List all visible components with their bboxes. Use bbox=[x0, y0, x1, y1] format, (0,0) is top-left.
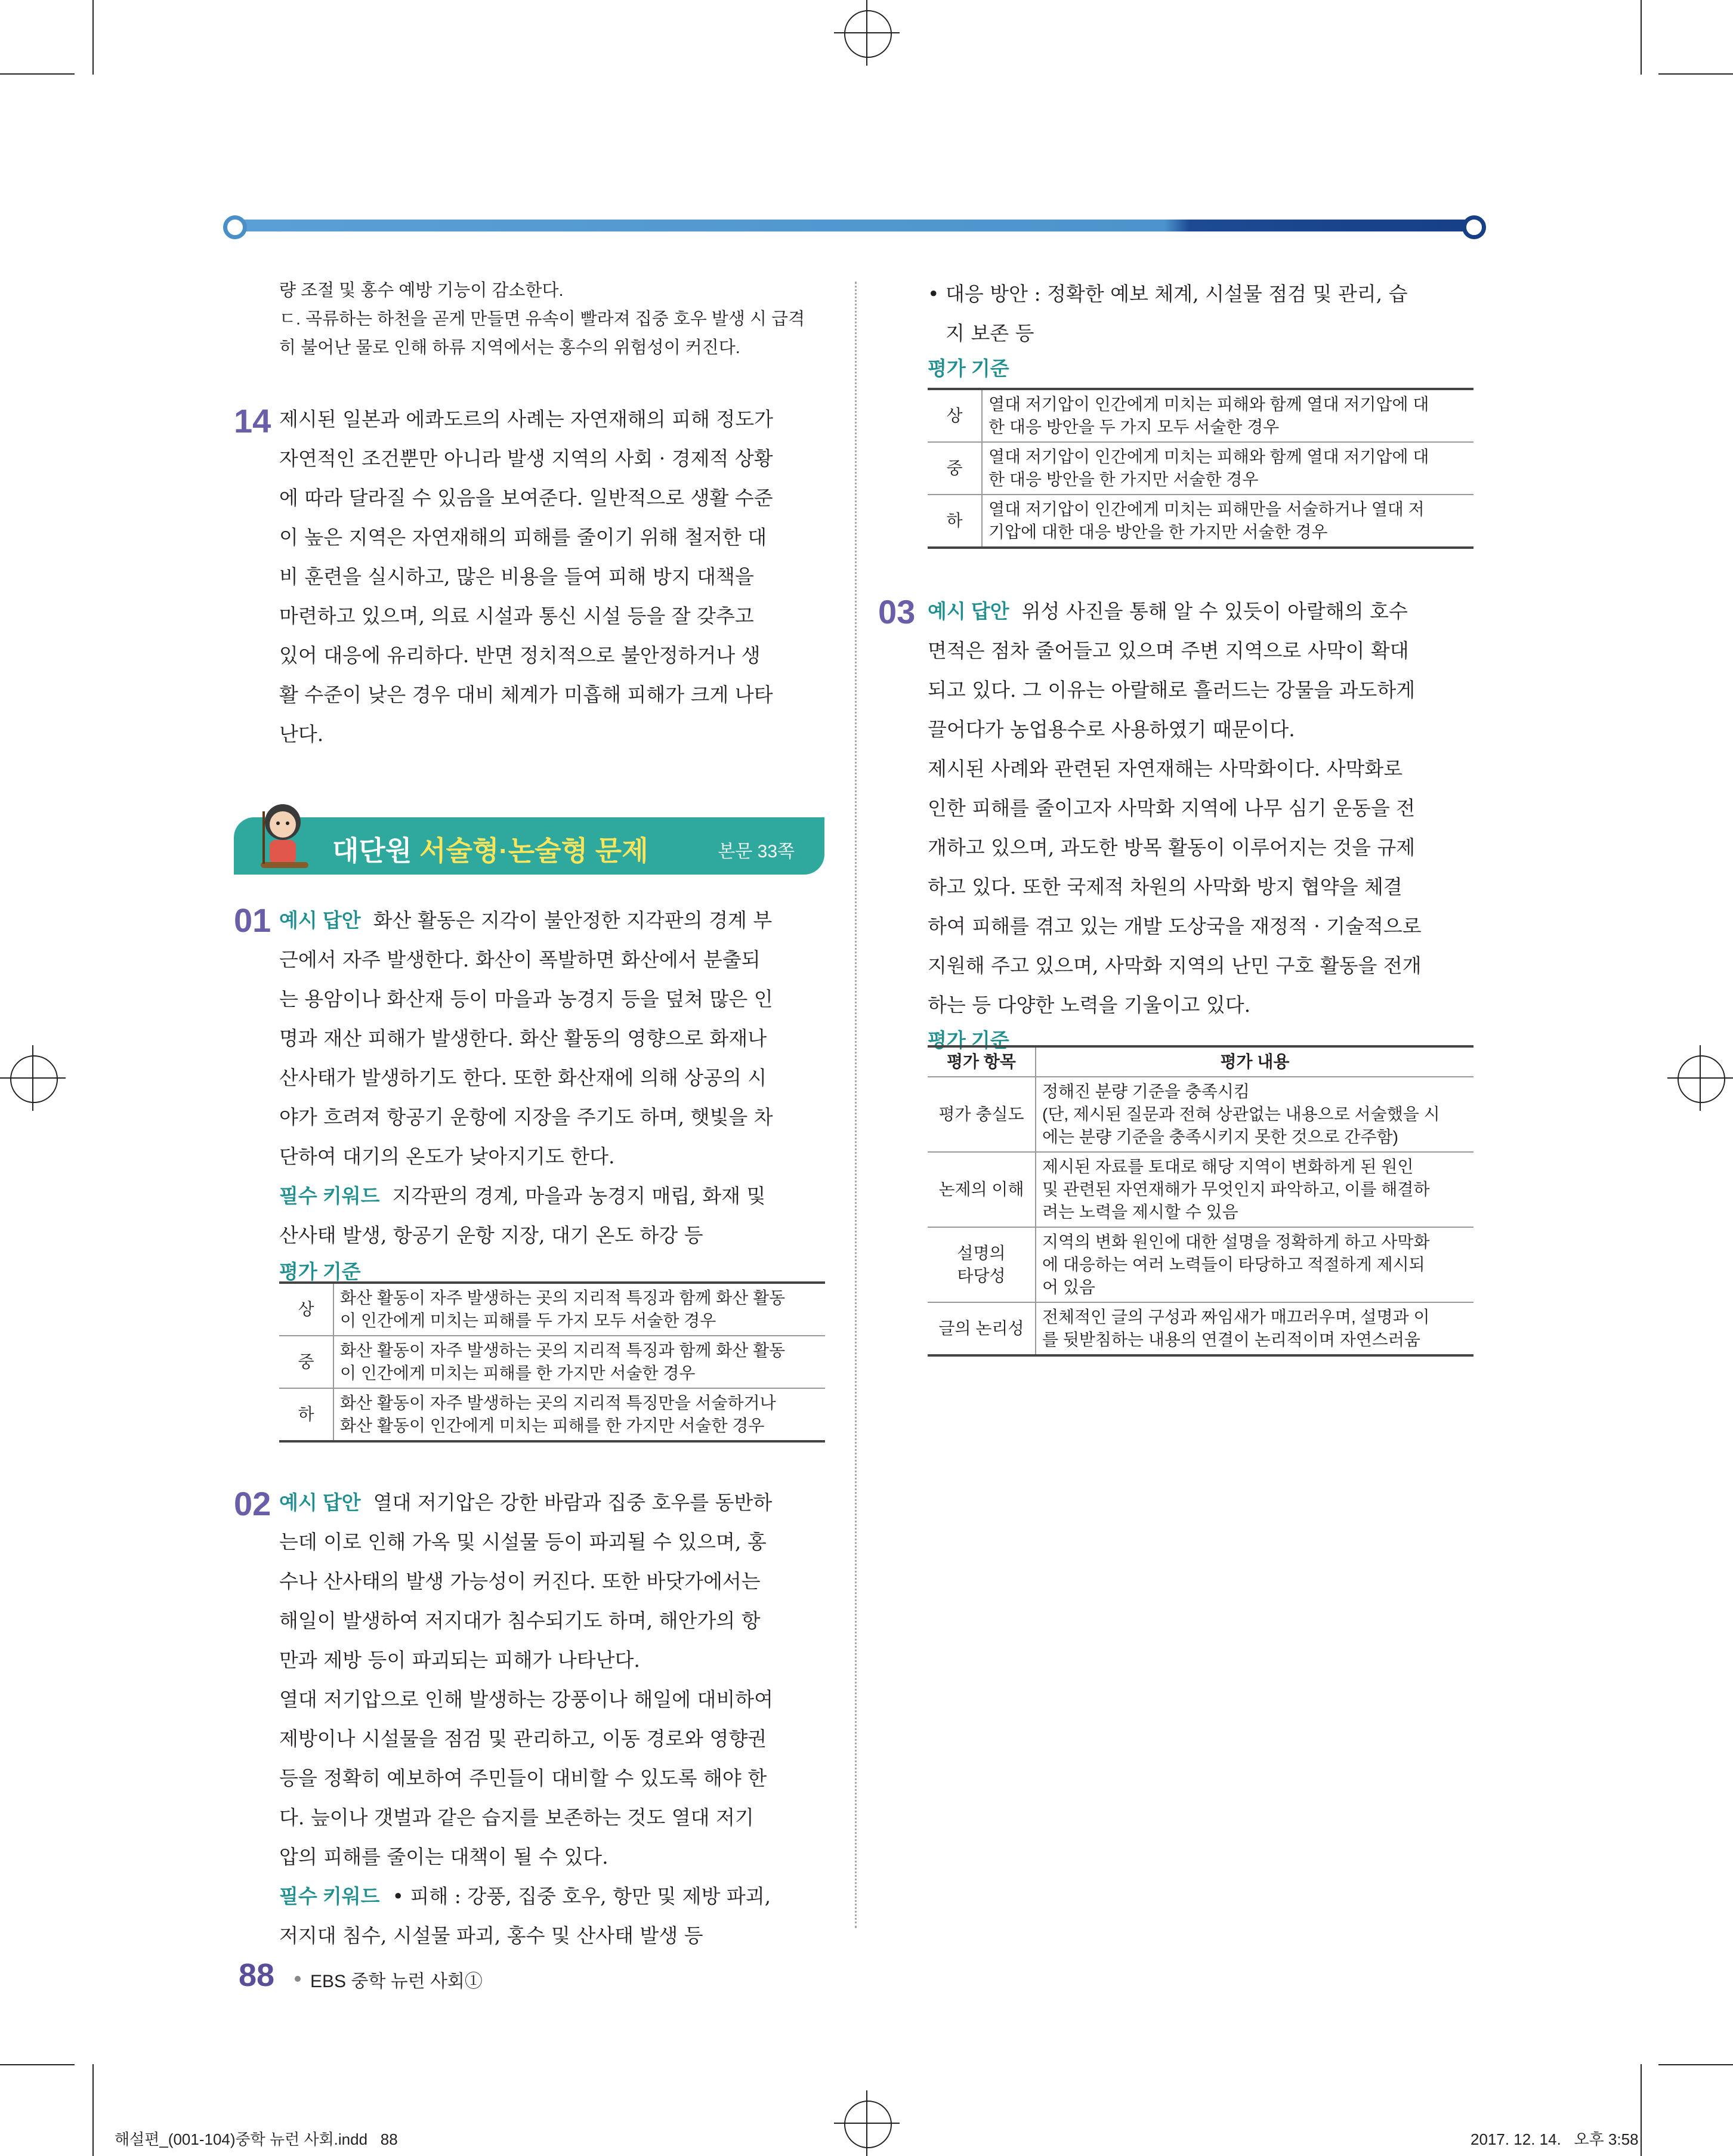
grade-cell: 하 bbox=[279, 1388, 333, 1441]
text-line: 설명의 bbox=[957, 1244, 1006, 1262]
table-row bbox=[928, 1302, 1473, 1355]
criteria-label: 평가 기준 bbox=[279, 1261, 361, 1283]
question-number-14: 14 bbox=[234, 402, 271, 440]
file-info: 해설편_(001-104)중학 뉴런 사회.indd 88 bbox=[115, 2130, 398, 2148]
text-line: 논제의 이해 bbox=[938, 1180, 1024, 1199]
criteria-table-02 bbox=[928, 388, 1473, 549]
keyword-label: 필수 키워드 bbox=[279, 1885, 380, 1907]
text-line: 개하고 있으며, 과도한 방목 활동이 이루어지는 것을 규제 bbox=[928, 836, 1416, 859]
banner-title bbox=[332, 829, 648, 869]
text-line: 에 대응하는 여러 노력들이 타당하고 적절하게 제시되 bbox=[1042, 1255, 1425, 1274]
crop-mark bbox=[92, 2064, 94, 2156]
text-line: 면적은 점차 줄어들고 있으며 주변 지역으로 사막이 확대 bbox=[928, 639, 1409, 662]
registration-mark-top bbox=[834, 0, 900, 66]
text-line: 화산 활동이 자주 발생하는 곳의 지리적 특징만을 서술하거나 bbox=[340, 1394, 776, 1412]
content-cell bbox=[1036, 1302, 1473, 1355]
grade-cell: 중 bbox=[928, 442, 982, 495]
crop-mark bbox=[0, 2064, 75, 2065]
criteria-cell bbox=[982, 495, 1473, 548]
text-line: 량 조절 및 홍수 예방 기능이 감소한다. bbox=[279, 281, 564, 300]
registration-mark-right bbox=[1667, 1045, 1733, 1111]
question-number-03: 03 bbox=[878, 593, 916, 631]
content-cell bbox=[1036, 1152, 1473, 1227]
banner-page-ref: 본문 33쪽 bbox=[718, 842, 795, 861]
criteria-table-03 bbox=[928, 1045, 1473, 1357]
item-cell bbox=[928, 1077, 1036, 1152]
text-line: ㄷ. 곡류하는 하천을 곧게 만들면 유속이 빨라져 집중 호우 발생 시 급격 bbox=[279, 310, 805, 329]
criteria-cell bbox=[982, 389, 1473, 442]
text-line: 려는 노력을 제시할 수 있음 bbox=[1042, 1203, 1238, 1221]
text-span: 열대 저기압은 강한 바람과 집중 호우를 동반하 bbox=[373, 1491, 773, 1514]
banner-title-a: 대단원 bbox=[332, 835, 420, 866]
text-line: 하고 있다. 또한 국제적 차원의 사막화 방지 협약을 체결 bbox=[928, 875, 1403, 898]
text-line: 지 보존 등 bbox=[946, 322, 1034, 345]
grade-cell: 상 bbox=[279, 1283, 333, 1336]
crop-mark bbox=[0, 73, 75, 75]
text-line: 인한 피해를 줄이고자 사막화 지역에 나무 심기 운동을 전 bbox=[928, 796, 1416, 820]
text-line: 산사태가 발생하기도 한다. 또한 화산재에 의해 상공의 시 bbox=[279, 1066, 767, 1089]
criteria-label: 평가 기준 bbox=[928, 1029, 1009, 1051]
crop-mark bbox=[1658, 73, 1733, 75]
text-line: (단, 제시된 질문과 전혀 상관없는 내용으로 서술했을 시 bbox=[1042, 1105, 1440, 1123]
crop-mark bbox=[1641, 2064, 1642, 2156]
sample-answer-label: 예시 답안 bbox=[279, 909, 361, 931]
registration-mark-left bbox=[0, 1045, 66, 1111]
header-bar bbox=[234, 220, 1475, 231]
sample-answer-label: 예시 답안 bbox=[928, 600, 1009, 622]
text-line: 자연적인 조건뿐만 아니라 발생 지역의 사회 · 경제적 상황 bbox=[279, 447, 773, 470]
table-row bbox=[279, 1283, 825, 1336]
text-line: 열대 저기압으로 인해 발생하는 강풍이나 해일에 대비하여 bbox=[279, 1688, 774, 1711]
crop-mark bbox=[1658, 2064, 1733, 2065]
text-line: 한 대응 방안을 한 가지만 서술한 경우 bbox=[988, 470, 1259, 489]
text-line: 열대 저기압이 인간에게 미치는 피해와 함께 열대 저기압에 대 bbox=[988, 447, 1429, 466]
page-number: 88 bbox=[239, 1957, 275, 1993]
text-span: • 피해 : 강풍, 집중 호우, 항만 및 제방 파괴, bbox=[392, 1885, 771, 1908]
text-line: 글의 논리성 bbox=[938, 1319, 1024, 1338]
item-cell bbox=[928, 1302, 1036, 1355]
text-line: 등을 정확히 예보하여 주민들이 대비할 수 있도록 해야 한 bbox=[279, 1766, 767, 1790]
text-line: 압의 피해를 줄이는 대책이 될 수 있다. bbox=[279, 1845, 608, 1868]
text-line: • 대응 방안 : 정확한 예보 체계, 시설물 점검 및 관리, 습 bbox=[928, 282, 1408, 305]
text-line: 되고 있다. 그 이유는 아랄해로 흘러드는 강물을 과도하게 bbox=[928, 678, 1416, 702]
text-line: 다. 늪이나 갯벌과 같은 습지를 보존하는 것도 열대 저기 bbox=[279, 1806, 754, 1829]
content-cell bbox=[1036, 1077, 1473, 1152]
table-row bbox=[279, 1336, 825, 1388]
criteria-cell bbox=[333, 1388, 825, 1441]
text-line: 열대 저기압이 인간에게 미치는 피해와 함께 열대 저기압에 대 bbox=[988, 395, 1429, 413]
question-number-01: 01 bbox=[234, 901, 271, 939]
header-bar-left-dot bbox=[223, 215, 247, 239]
text-line: 명과 재산 피해가 발생한다. 화산 활동의 영향으로 화재나 bbox=[279, 1027, 767, 1050]
question-number-02: 02 bbox=[234, 1485, 271, 1522]
grade-cell: 상 bbox=[928, 389, 982, 442]
text-line: 어 있음 bbox=[1042, 1278, 1095, 1296]
criteria-table-01 bbox=[279, 1281, 825, 1443]
text-line: 만과 제방 등이 파괴되는 피해가 나타난다. bbox=[279, 1648, 640, 1672]
text-line: 산사태 발생, 항공기 운항 지장, 대기 온도 하강 등 bbox=[279, 1224, 703, 1247]
grade-cell: 중 bbox=[279, 1336, 333, 1388]
answer-14 bbox=[279, 400, 825, 754]
keyword-label: 필수 키워드 bbox=[279, 1185, 380, 1207]
text-line: 하는 등 다양한 노력을 기울이고 있다. bbox=[928, 993, 1251, 1017]
banner-title-b: 서술형·논술형 문제 bbox=[419, 835, 648, 866]
header-item: 평가 항목 bbox=[928, 1046, 1036, 1077]
character-mascot-icon bbox=[246, 793, 323, 877]
text-line: 화산 활동이 인간에게 미치는 피해를 한 가지만 서술한 경우 bbox=[340, 1416, 765, 1435]
text-line: 는 용암이나 화산재 등이 마을과 농경지 등을 덮쳐 많은 인 bbox=[279, 987, 773, 1011]
criteria-cell bbox=[333, 1336, 825, 1388]
text-line: 단하여 대기의 온도가 낮아지기도 한다. bbox=[279, 1145, 615, 1168]
table-row bbox=[928, 1152, 1473, 1227]
response-measures bbox=[928, 274, 1473, 384]
text-line: 지원해 주고 있으며, 사막화 지역의 난민 구호 활동을 전개 bbox=[928, 954, 1422, 977]
answer-03 bbox=[928, 592, 1473, 1056]
top-continuation bbox=[279, 276, 828, 362]
text-line: 야가 흐려져 항공기 운항에 지장을 주기도 하며, 햇빛을 차 bbox=[279, 1105, 773, 1129]
text-span: 지각판의 경계, 마을과 농경지 매립, 화재 및 bbox=[392, 1184, 766, 1207]
text-line: 근에서 자주 발생한다. 화산이 폭발하면 화산에서 분출되 bbox=[279, 948, 761, 971]
text-line: 에는 분량 기준을 충족시키지 못한 것으로 간주함) bbox=[1042, 1128, 1398, 1146]
table-row bbox=[928, 1077, 1473, 1152]
text-line: 열대 저기압이 인간에게 미치는 피해만을 서술하거나 열대 저 bbox=[988, 500, 1425, 518]
criteria-cell bbox=[982, 442, 1473, 495]
text-line: 히 불어난 물로 인해 하류 지역에서는 홍수의 위험성이 커진다. bbox=[279, 338, 740, 357]
text-line: 화산 활동이 자주 발생하는 곳의 지리적 특징과 함께 화산 활동 bbox=[340, 1289, 786, 1307]
crop-mark bbox=[1641, 0, 1642, 75]
text-line: 전체적인 글의 구성과 짜임새가 매끄러우며, 설명과 이 bbox=[1042, 1308, 1430, 1326]
text-line: 이 높은 지역은 자연재해의 피해를 줄이기 위해 철저한 대 bbox=[279, 526, 767, 549]
text-line: 기압에 대한 대응 방안을 한 가지만 서술한 경우 bbox=[988, 523, 1328, 541]
text-span: 위성 사진을 통해 알 수 있듯이 아랄해의 호수 bbox=[1021, 600, 1408, 623]
text-line: 저지대 침수, 시설물 파괴, 홍수 및 산사태 발생 등 bbox=[279, 1924, 703, 1947]
answer-02 bbox=[279, 1483, 825, 1956]
text-line: 화산 활동이 자주 발생하는 곳의 지리적 특징과 함께 화산 활동 bbox=[340, 1341, 786, 1360]
answer-01 bbox=[279, 901, 825, 1289]
criteria-cell bbox=[333, 1283, 825, 1336]
text-line bbox=[928, 592, 1473, 631]
text-line bbox=[279, 901, 825, 940]
text-line: 마련하고 있으며, 의료 시설과 통신 시설 등을 잘 갖추고 bbox=[279, 604, 754, 628]
text-line: 제방이나 시설물을 점검 및 관리하고, 이동 경로와 영향권 bbox=[279, 1727, 767, 1750]
text-line: 한 대응 방안을 두 가지 모두 서술한 경우 bbox=[988, 418, 1280, 436]
text-line: 비 훈련을 실시하고, 많은 비용을 들여 피해 방지 대책을 bbox=[279, 565, 754, 588]
table-row bbox=[279, 1388, 825, 1441]
text-line: 는데 이로 인해 가옥 및 시설물 등이 파괴될 수 있으며, 홍 bbox=[279, 1530, 767, 1553]
item-cell bbox=[928, 1227, 1036, 1302]
text-line: 제시된 사례와 관련된 자연재해는 사막화이다. 사막화로 bbox=[928, 757, 1403, 780]
text-line: 및 관련된 자연재해가 무엇인지 파악하고, 이를 해결하 bbox=[1042, 1180, 1430, 1199]
text-line: 제시된 자료를 토대로 해당 지역이 변화하게 된 원인 bbox=[1042, 1157, 1414, 1176]
text-line: 해일이 발생하여 저지대가 침수되기도 하며, 해안가의 항 bbox=[279, 1609, 761, 1632]
text-line: 끌어다가 농업용수로 사용하였기 때문이다. bbox=[928, 718, 1295, 741]
text-line: 타당성 bbox=[957, 1267, 1006, 1285]
content-cell bbox=[1036, 1227, 1473, 1302]
sample-answer-label: 예시 답안 bbox=[279, 1491, 361, 1513]
text-line: 수나 산사태의 발생 가능성이 커진다. 또한 바닷가에서는 bbox=[279, 1570, 761, 1593]
book-title: EBS 중학 뉴런 사회① bbox=[310, 1972, 483, 1991]
text-line: 를 뒷받침하는 내용의 연결이 논리적이며 자연스러움 bbox=[1042, 1330, 1420, 1349]
text-span: 화산 활동은 지각이 불안정한 지각판의 경계 부 bbox=[373, 909, 773, 932]
text-line: 이 인간에게 미치는 피해를 두 가지 모두 서술한 경우 bbox=[340, 1311, 716, 1330]
table-header-row bbox=[928, 1046, 1473, 1077]
text-line bbox=[279, 1877, 825, 1916]
item-cell bbox=[928, 1152, 1036, 1227]
text-line: 제시된 일본과 에콰도르의 사례는 자연재해의 피해 정도가 bbox=[279, 407, 774, 431]
text-line: 평가 충실도 bbox=[938, 1105, 1024, 1123]
text-line: 하여 피해를 겪고 있는 개발 도상국을 재정적 · 기술적으로 bbox=[928, 915, 1422, 938]
table-row bbox=[928, 389, 1473, 442]
crop-mark bbox=[92, 0, 94, 75]
text-line bbox=[279, 1176, 825, 1216]
criteria-label: 평가 기준 bbox=[928, 357, 1009, 379]
text-line: 지역의 변화 원인에 대한 설명을 정확하게 하고 사막화 bbox=[1042, 1233, 1430, 1251]
table-row bbox=[928, 442, 1473, 495]
print-timestamp: 2017. 12. 14. 오후 3:58 bbox=[1471, 2130, 1639, 2148]
registration-mark-bottom bbox=[834, 2090, 900, 2156]
table-row bbox=[928, 495, 1473, 548]
text-line: 있어 대응에 유리하다. 반면 정치적으로 불안정하거나 생 bbox=[279, 644, 761, 667]
footer-bullet-icon bbox=[295, 1976, 301, 1982]
text-line: 난다. bbox=[279, 722, 324, 746]
grade-cell: 하 bbox=[928, 495, 982, 548]
table-row bbox=[928, 1227, 1473, 1302]
column-divider bbox=[855, 282, 857, 1928]
header-bar-right-dot bbox=[1462, 215, 1486, 239]
text-line: 정해진 분량 기준을 충족시킴 bbox=[1042, 1082, 1250, 1101]
text-line bbox=[279, 1483, 825, 1522]
header-content: 평가 내용 bbox=[1036, 1046, 1473, 1077]
text-line: 활 수준이 낮은 경우 대비 체계가 미흡해 피해가 크게 나타 bbox=[279, 683, 773, 706]
text-line: 에 따라 달라질 수 있음을 보여준다. 일반적으로 생활 수준 bbox=[279, 486, 773, 509]
text-line: 이 인간에게 미치는 피해를 한 가지만 서술한 경우 bbox=[340, 1364, 696, 1382]
section-banner bbox=[234, 817, 824, 875]
